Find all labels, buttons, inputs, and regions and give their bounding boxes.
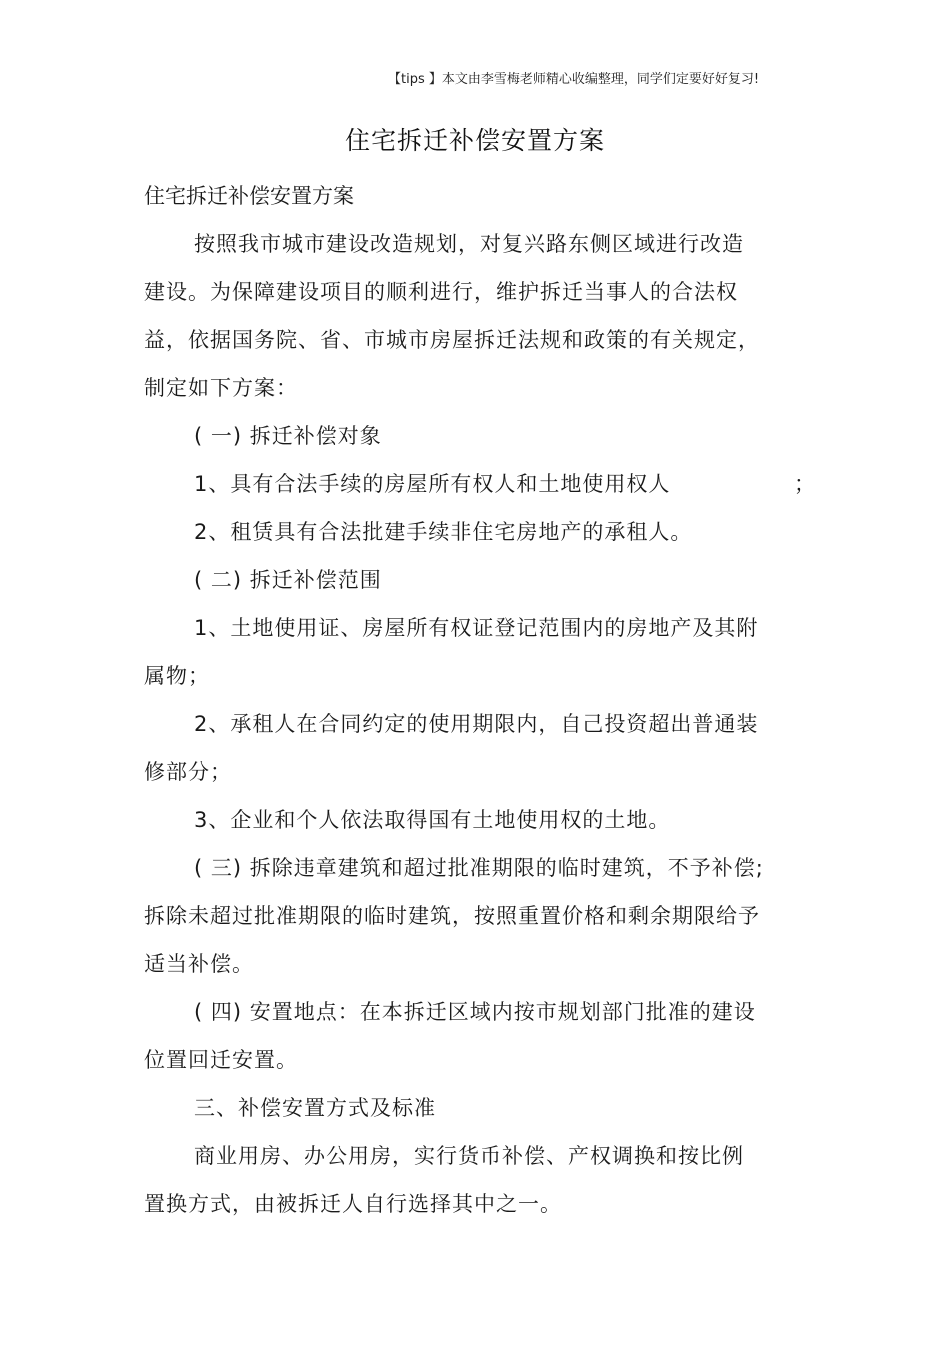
paragraph-item: 2、承租人在合同约定的使用期限内，自己投资超出普通装修部分； xyxy=(144,712,759,784)
paragraph-intro: 按照我市城市建设改造规划，对复兴路东侧区域进行改造建设。为保障建设项目的顺利进行，维护拆迁当事人的合法权益，依据国务院、省、市城市房屋拆迁法规和政策的有关规定，制定如下方案： xyxy=(144,232,760,400)
paragraph-item: 3、企业和个人依法取得国有土地使用权的土地。 xyxy=(194,808,671,832)
section-heading-3: ( 三) 拆除违章建筑和超过批准期限的临时建筑，不予补偿; 拆除未超过批准期限的临时建筑，按照重置价格和剩余期限给予适当补偿。 xyxy=(144,856,764,976)
tips-header: 【tips 】本文由李雪梅老师精心收编整理，同学们定要好好复习! xyxy=(388,72,760,87)
paragraph-item: 1、土地使用证、房屋所有权证登记范围内的房地产及其附属物； xyxy=(144,616,759,688)
section-heading-1: ( 一) 拆迁补偿对象 xyxy=(194,424,382,448)
document-title: 住宅拆迁补偿安置方案 xyxy=(344,126,605,155)
paragraph-item xyxy=(144,460,816,508)
item-semicolon: ； xyxy=(794,472,816,496)
section-heading-2: ( 二) 拆迁补偿范围 xyxy=(194,568,382,592)
paragraph-compensation: 商业用房、办公用房，实行货币补偿、产权调换和按比例置换方式，由被拆迁人自行选择其中之一。 xyxy=(144,1144,744,1216)
section-heading-4: ( 四) 安置地点：在本拆迁区域内按市规划部门批准的建设位置回迁安置。 xyxy=(144,1000,756,1072)
item-text: 1、具有合法手续的房屋所有权人和土地使用权人 xyxy=(194,472,671,496)
section-heading-main: 三、补偿安置方式及标准 xyxy=(194,1096,436,1120)
document-subtitle: 住宅拆迁补偿安置方案 xyxy=(144,184,354,208)
document-body xyxy=(144,220,816,1228)
paragraph-item: 2、租赁具有合法批建手续非住宅房地产的承租人。 xyxy=(194,520,693,544)
